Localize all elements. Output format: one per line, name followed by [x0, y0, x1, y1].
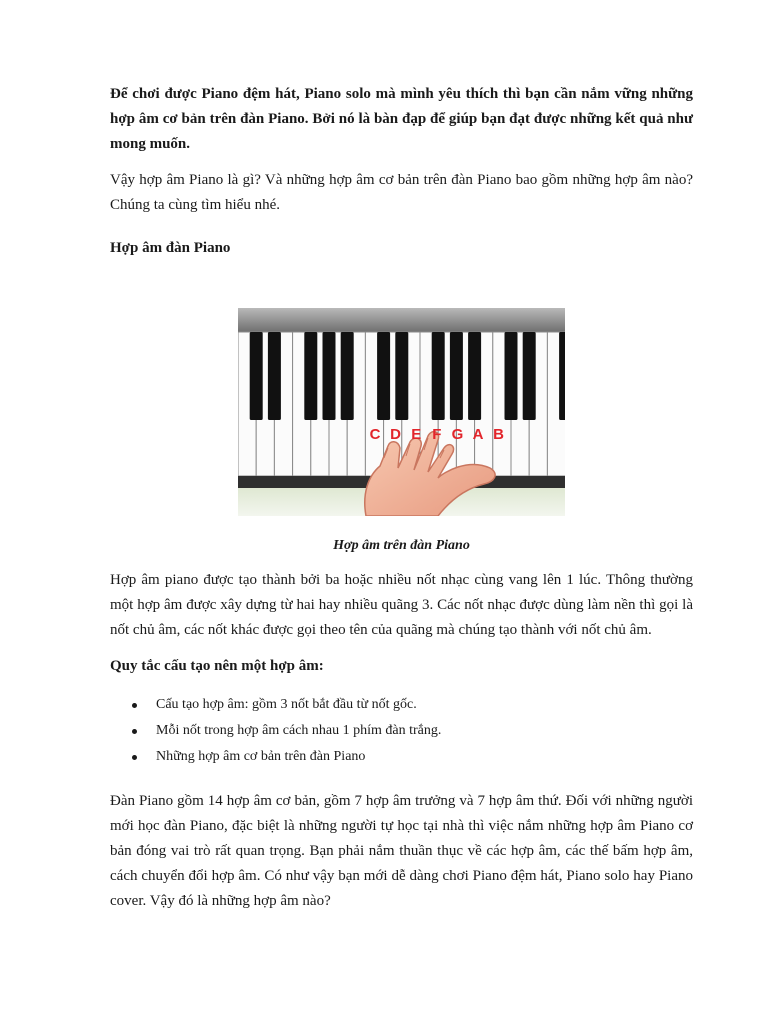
bullet-icon — [132, 729, 137, 734]
note-label: D — [390, 426, 402, 443]
intro-paragraph: Để chơi được Piano đệm hát, Piano solo mà mình yêu thích thì bạn cần nắm vững những hợp âm cơ bản trên đàn Piano. Bởi nó là bàn đạp để giúp bạn đạt được những kết quả như mong muốn. — [110, 86, 693, 152]
black-key — [559, 332, 565, 420]
black-key — [304, 332, 317, 420]
note-label: C — [369, 426, 381, 443]
black-key — [432, 332, 445, 420]
bullet-icon — [132, 703, 137, 708]
question-paragraph: Vậy hợp âm Piano là gì? Và những hợp âm cơ bản trên đàn Piano bao gồm những hợp âm nào? Chúng ta cùng tìm hiểu nhé. — [110, 172, 693, 213]
black-key — [323, 332, 336, 420]
black-key — [377, 332, 390, 420]
rules-list — [130, 692, 690, 770]
piano-illustration — [238, 308, 565, 516]
note-label: F — [432, 426, 442, 443]
section-heading-chords: Hợp âm đàn Piano — [110, 240, 231, 256]
black-key — [505, 332, 518, 420]
note-label: B — [493, 426, 505, 443]
black-key — [341, 332, 354, 420]
note-label: G — [451, 426, 464, 443]
section-heading-rules: Quy tắc cấu tạo nên một hợp âm: — [110, 658, 324, 674]
note-label: E — [411, 426, 422, 443]
piano-fallboard — [238, 308, 565, 332]
definition-paragraph: Hợp âm piano được tạo thành bởi ba hoặc nhiều nốt nhạc cùng vang lên 1 lúc. Thông thường một hợp âm được xây dựng từ hai hay nhiều quãng 3. Các nốt nhạc được dùng làm nền thì gọi là nốt chủ âm, các nốt khác được gọi theo tên của quãng mà chúng tạo thành với nốt chủ âm. — [110, 572, 693, 638]
piano-keyboard-image — [238, 308, 565, 516]
black-key — [450, 332, 463, 420]
black-key — [523, 332, 536, 420]
list-item: Mỗi nốt trong hợp âm cách nhau 1 phím đàn trắng. — [130, 718, 690, 744]
black-key — [468, 332, 481, 420]
bullet-icon — [132, 755, 137, 760]
black-key — [268, 332, 281, 420]
figure-caption: Hợp âm trên đàn Piano — [333, 538, 470, 553]
note-label: A — [472, 426, 484, 443]
black-key — [395, 332, 408, 420]
black-key — [250, 332, 263, 420]
list-item: Cấu tạo hợp âm: gồm 3 nốt bắt đầu từ nốt gốc. — [130, 692, 690, 718]
list-item: Những hợp âm cơ bản trên đàn Piano — [130, 744, 690, 770]
summary-paragraph: Đàn Piano gồm 14 hợp âm cơ bản, gồm 7 hợp âm trưởng và 7 hợp âm thứ. Đối với những người mới học đàn Piano, đặc biệt là những người tự học tại nhà thì việc nắm những hợp âm Piano cơ bản đóng vai trò rất quan trọng. Bạn phải nắm thuần thục về các hợp âm, các thế bấm hợp âm, cách chuyển đổi hợp âm. Có như vậy bạn mới dễ dàng chơi Piano đệm hát, Piano solo hay Piano cover. Vậy đó là những hợp âm nào? — [110, 793, 693, 909]
